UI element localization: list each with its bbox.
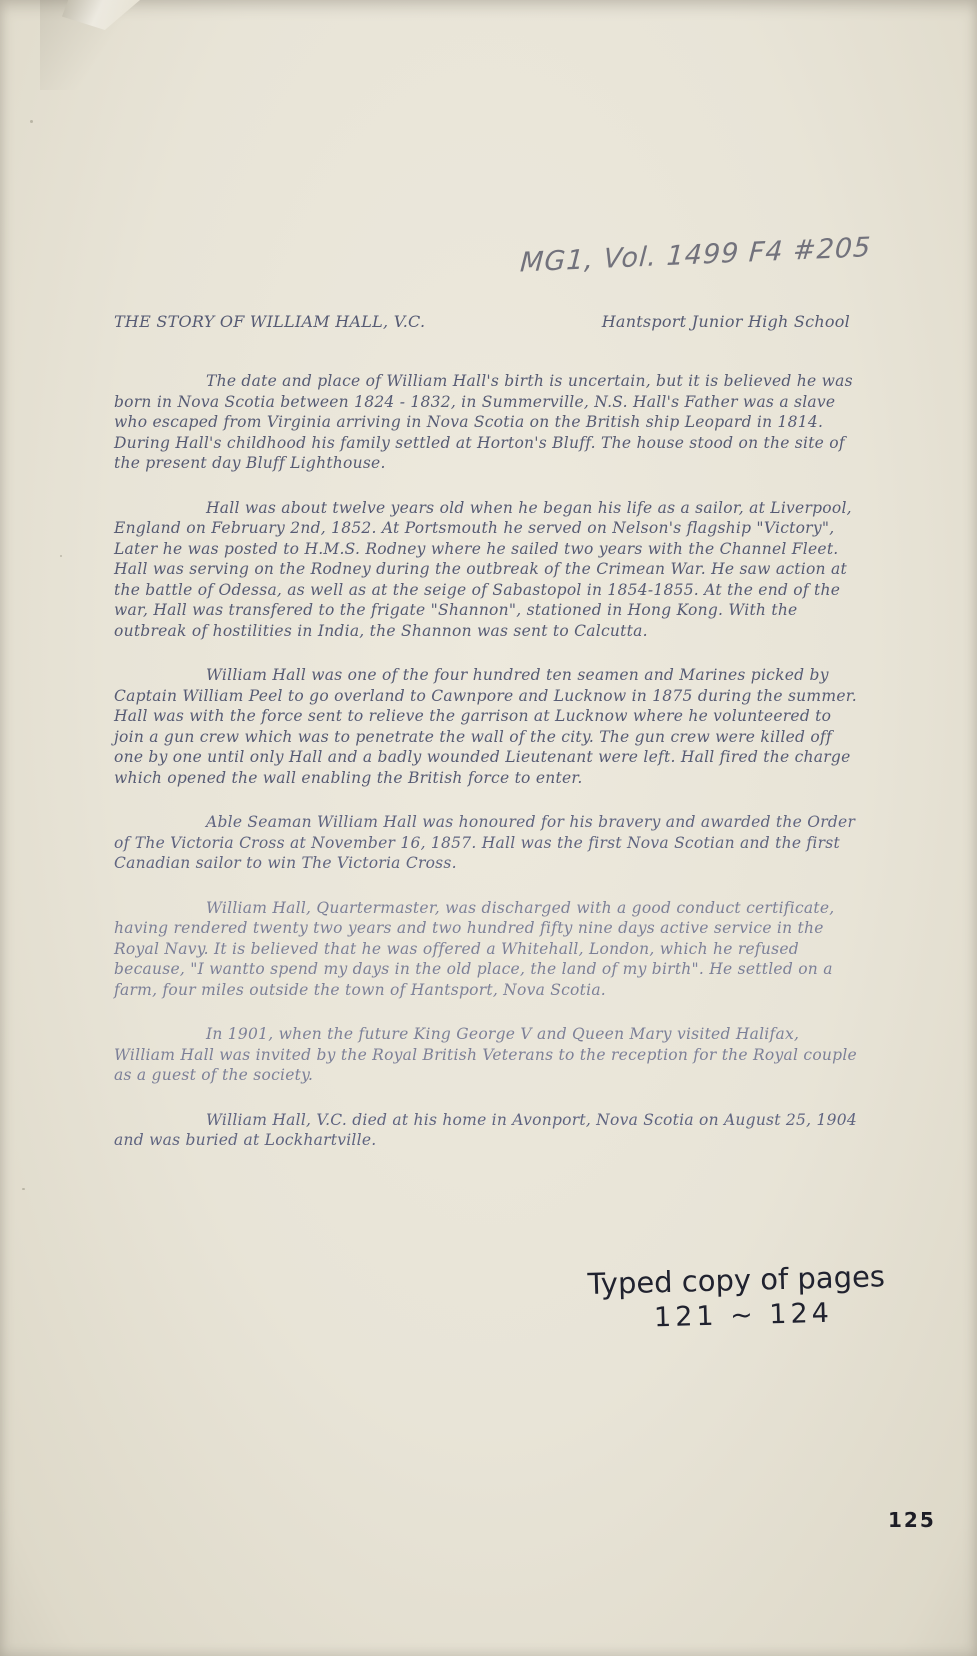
paper-speck [60, 555, 62, 557]
paper-speck [22, 1188, 25, 1190]
paragraph-victoria-cross: Able Seaman William Hall was honoured for his bravery and awarded the Order of The Victoria Cross at November 16, 1857. Hall was the first Nova Scotian and the first Canadian sailor to win The Victoria Cross. [114, 813, 856, 872]
document-title: THE STORY OF WILLIAM HALL, V.C. [114, 312, 426, 331]
document-header [114, 312, 862, 331]
note-line-1: Typed copy of pages [587, 1259, 886, 1302]
school-name: Hantsport Junior High School [601, 312, 850, 331]
archive-annotation: MG1, Vol. 1499 F4 #205 [519, 232, 873, 279]
paragraph-lucknow: William Hall was one of the four hundred ten seamen and Marines picked by Captain William Peel to go overland to Cawnpore and Lucknow in 1875 during the summer. Hall was with the force sent to relieve the garrison at Lucknow where he volunteered to join a gun crew which was to penetrate the wall of the city. The gun crew were killed off one by one until only Hall and a badly wounded Lieutenant were left. Hall fired the charge which opened the wall enabling the British force to enter. [114, 666, 857, 787]
page-number: 125 [888, 1508, 936, 1532]
paragraph-birth: The date and place of William Hall's birth is uncertain, but it is believed he was born in Nova Scotia between 1824 - 1832, in Summerville, N.S. Hall's Father was a slave who escaped from Virginia arriving in Nova Scotia on the British ship Leopard in 1814. During Hall's childhood his family settled at Horton's Bluff. The house stood on the site of the present day Bluff Lighthouse. [114, 372, 853, 472]
note-line-2: 121 ~ 124 [653, 1297, 834, 1334]
paragraph-death: William Hall, V.C. died at his home in Avonport, Nova Scotia on August 25, 1904 and was buried at Lockhartville. [114, 1110, 857, 1149]
paragraph-discharge: William Hall, Quartermaster, was discharged with a good conduct certificate, having rendered twenty two years and two hundred fifty nine days active service in the Royal Navy. It is believed that he was offered a Whitehall, London, which he refused because, "I wantto spend my days in the old place, the land of my birth". He settled on a farm, four miles outside the town of Hantsport, Nova Scotia. [114, 898, 835, 999]
paragraph-navy-career: Hall was about twelve years old when he began his life as a sailor, at Liverpool, England on February 2nd, 1852. At Portsmouth he served on Nelson's flagship "Victory", Later he was posted to H.M.S. Rodney where he sailed two years with the Channel Fleet. Hall was serving on the Rodney during the outbreak of the Crimean War. He saw action at the battle of Odessa, as well as at the seige of Sabastopol in 1854-1855. At the end of the war, Hall was transfered to the frigate "Shannon", stationed in Hong Kong. With the outbreak of hostilities in India, the Shannon was sent to Calcutta. [114, 498, 852, 640]
typed-text-block [114, 312, 862, 1175]
handwritten-note [587, 1258, 899, 1338]
torn-corner [62, 0, 140, 30]
paper-speck [30, 120, 33, 123]
paragraph-royal-visit: In 1901, when the future King George V and Queen Mary visited Halifax, William Hall was invited by the Royal British Veterans to the reception for the Royal couple as a guest of the society. [114, 1025, 857, 1084]
